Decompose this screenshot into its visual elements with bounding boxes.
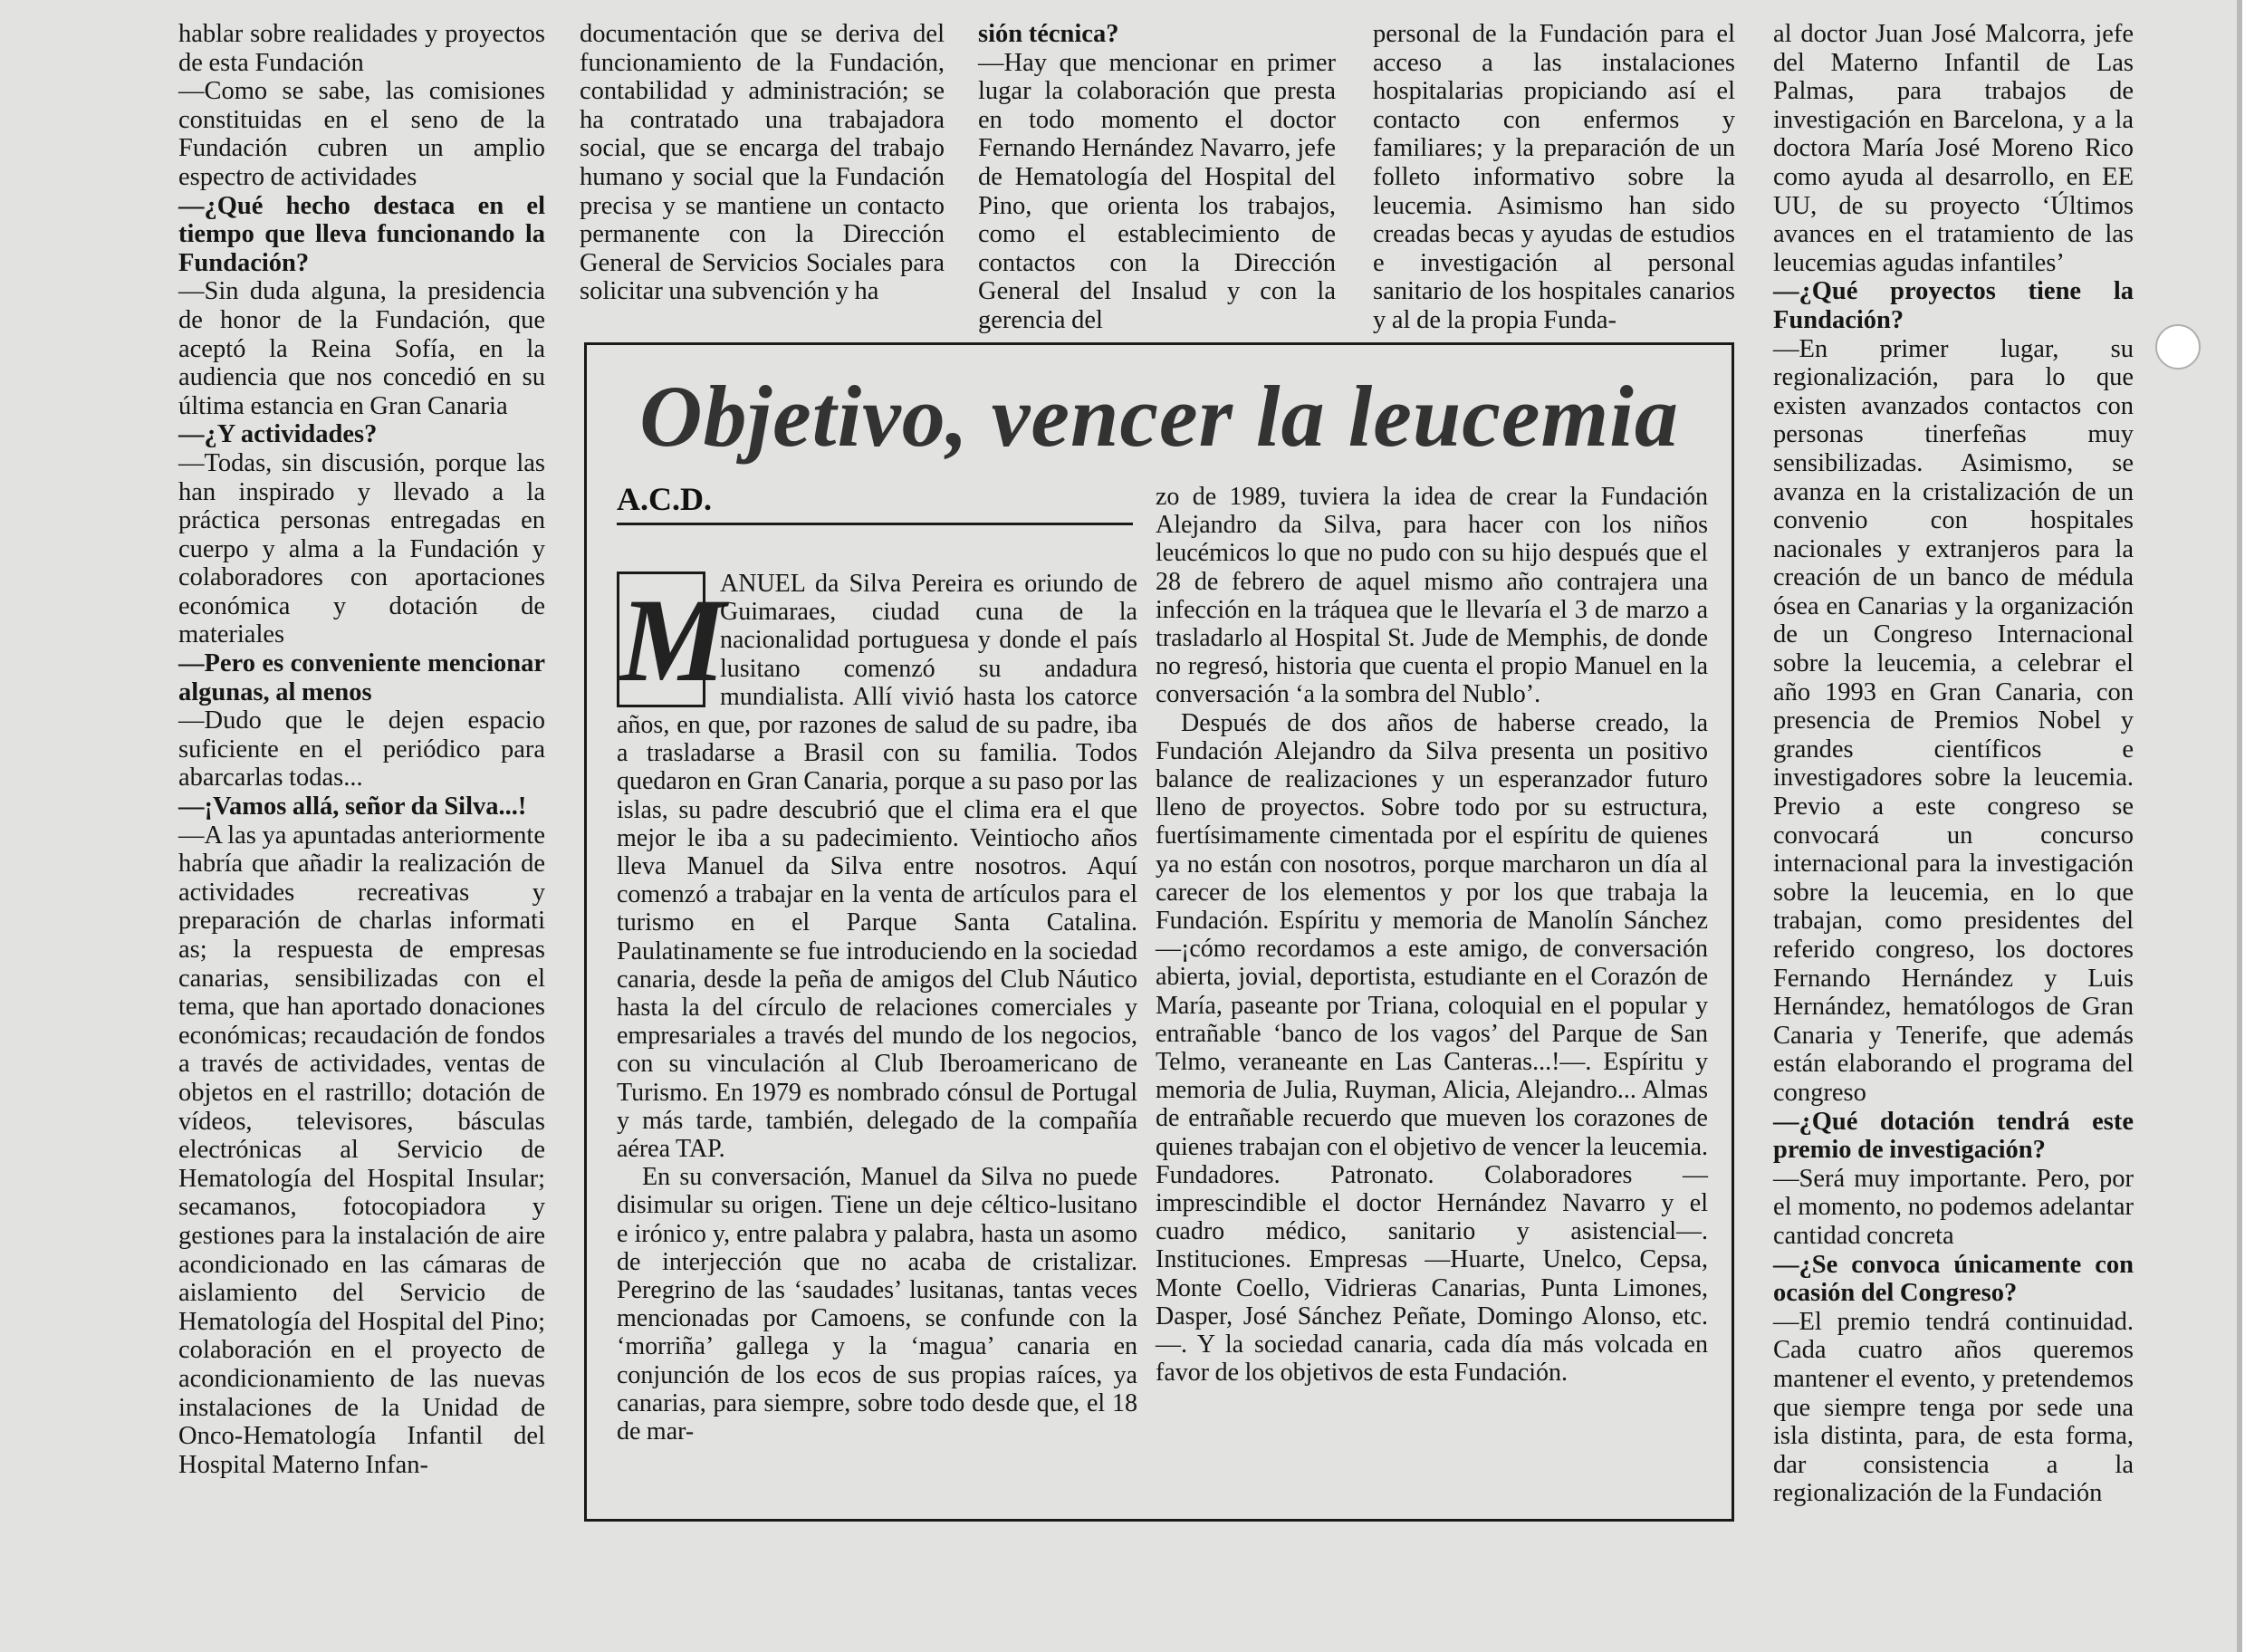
punch-hole [2155, 324, 2201, 370]
column-3-question: sión técnica? [978, 20, 1119, 48]
interview-question: —¿Qué hecho destaca en el tiempo que lleva funcionando la Fundación? [178, 191, 545, 277]
interview-answer: —A las ya apuntadas anteriormente habría que añadir la realización de actividades recreativas y preparación de charlas informati as; la respuesta de empresas canarias, sensibilizadas con el tema, que han aportado donaciones económicas; recaudación de fondos a través de actividades, ventas de objetos en el rastrillo; dotación de vídeos, televisores, básculas electrónicas al Servicio de Hematología del Hospital Insular; secamanos, fotocopiadora y gestiones para la instalación de aire acondicionado en las cámaras de aislamiento del Servicio de Hematología del Hospital del Pino; colaboración en el proyecto de acondicionamiento de las nuevas instalaciones de la Unidad de Onco-Hematología Infantil del Hospital Materno Infan- [178, 821, 545, 1479]
dropcap: M [617, 571, 705, 707]
column-5 [1773, 20, 2134, 1508]
article-paragraph [617, 570, 1137, 1163]
interview-answer: al doctor Juan José Malcorra, jefe del Materno Infantil de Las Palmas, para trabajos de investigación en Barcelona, y a la doctora María José Moreno Rico como ayuda al desarrollo, en EE UU, de su proyecto ‘Últimos avances en el tratamiento de las leucemias agudas infantiles’ [1773, 20, 2134, 277]
column-2 [580, 20, 945, 306]
interview-answer: —Sin duda alguna, la presidencia de honor de la Fundación, que aceptó la Reina Sofía, en la audiencia que nos concedió en su última estancia en Gran Canaria [178, 277, 545, 420]
article-paragraph-text: ANUEL da Silva Pereira es oriundo de Guimaraes, ciudad cuna de la nacionalidad portuguesa y donde el país lusitano comenzó su andadura mundialista. Allí vivió hasta los catorce años, en que, por razones de salud de su padre, iba a trasladarse a Brasil con su familia. Todos quedaron en Gran Canaria, porque a su paso por las islas, su padre descubrió que el clima era el que mejor le iba a su padecimiento. Veintiocho años lleva Manuel da Silva entre nosotros. Aquí comenzó a trabajar en la venta de artículos para el turismo en el Parque Santa Catalina. Paulatinamente se fue introduciendo en la sociedad canaria, desde la peña de amigos del Club Náutico hasta la del círculo de relaciones comerciales y empresariales a través del mundo de los negocios, con su vinculación al Club Iberoamericano de Turismo. En 1979 es nombrado cónsul de Portugal y más tarde, también, delegado de la compañía aérea TAP. [617, 570, 1137, 1164]
interview-question: —¿Y actividades? [178, 420, 378, 449]
headline: Objetivo, vencer la leucemia [639, 368, 1679, 465]
column-4-text: personal de la Fundación para el acceso a las instalaciones hospitalarias propiciando así el contacto con enfermos y familiares; y la preparación de un folleto informativo sobre la leucemia. Asimismo han sido creadas becas y ayudas de estudios e investigación al personal sanitario de los hospitales canarios y al de la propia Funda- [1373, 20, 1735, 334]
column-3 [978, 20, 1336, 335]
interview-question: —¿Qué dotación tendrá este premio de investigación? [1773, 1107, 2134, 1165]
page-edge [2237, 0, 2242, 1652]
interview-answer: —Como se sabe, las comisiones constituidas en el seno de la Fundación cubren un amplio espectro de actividades [178, 77, 545, 191]
article-column-1 [617, 570, 1137, 1446]
interview-question: —¡Vamos allá, señor da Silva...! [178, 792, 527, 821]
column-1 [178, 20, 545, 1479]
interview-answer: hablar sobre realidades y proyectos de esta Fundación [178, 20, 545, 77]
interview-question: —¿Qué proyectos tiene la Fundación? [1773, 277, 2134, 334]
column-4 [1373, 20, 1735, 335]
interview-answer: —En primer lugar, su regionalización, para lo que existen avanzados contactos con personas tinerfeñas muy sensibilizadas. Asimismo, se avanza en la cristalización de un convenio con hospitales nacionales y extranjeros para la creación de un banco de médula ósea en Canarias y la organización de un Congreso Internacional sobre la leucemia, a celebrar el año 1993 en Gran Canaria, con presencia de Premios Nobel y grandes científicos e investigadores sobre la leucemia. Previo a este congreso se convocará un concurso internacional para la investigación sobre la leucemia, en lo que trabajan, como presidentes del referido congreso, los doctores Fernando Hernández y Luis Hernández, hematólogos de Gran Canaria y Tenerife, que además están elaborando el programa del congreso [1773, 334, 2134, 1107]
interview-question: —¿Se convoca únicamente con ocasión del Congreso? [1773, 1250, 2134, 1308]
article-box [584, 342, 1734, 1522]
column-2-text: documentación que se deriva del funcionamiento de la Fundación, contabilidad y administración; se ha contratado una trabajadora social, que se encarga del trabajo humano y social que la Fundación precisa y se mantiene un contacto permanente con la Dirección General de Servicios Sociales para solicitar una subvención y ha [580, 20, 945, 306]
interview-answer: —Será muy importante. Pero, por el momento, no podemos adelantar cantidad concreta [1773, 1164, 2134, 1250]
interview-answer: —Dudo que le dejen espacio suficiente en el periódico para abarcarlas todas... [178, 706, 545, 792]
article-column-2 [1156, 483, 1708, 1388]
byline: A.C.D. [617, 481, 1133, 525]
interview-answer: —Todas, sin discusión, porque las han inspirado y llevado a la práctica personas entregadas en cuerpo y alma a la Fundación y colaboradores con aportaciones económica y dotación de materiales [178, 448, 545, 649]
article-paragraph: zo de 1989, tuviera la idea de crear la Fundación Alejandro da Silva, para hacer con los niños leucémicos lo que no pudo con su hijo después que el 28 de febrero de aquel mismo año contrajera una infección en la tráquea que le llevaría el 3 de marzo a trasladarlo al Hospital St. Jude de Memphis, de donde no regresó, historia que cuenta el propio Manuel en la conversación ‘a la sombra del Nublo’. [1156, 483, 1708, 709]
column-3-text: —Hay que mencionar en primer lugar la colaboración que presta en todo momento el doctor Fernando Hernández Navarro, jefe de Hematología del Hospital del Pino, que orienta los trabajos, como el establecimiento de contactos con la Dirección General del Insalud y con la gerencia del [978, 48, 1336, 334]
article-paragraph: Después de dos años de haberse creado, la Fundación Alejandro da Silva presenta un positivo balance de realizaciones y un esperanzador futuro lleno de proyectos. Sobre todo por su estructura, fuertísimamente cimentada por el espíritu de quienes ya no están con nosotros, porque marcharon un día al carecer de los elementos y por los que trabaja la Fundación. Espíritu y memoria de Manolín Sánchez —¡cómo recordamos a este amigo, de conversación abierta, jovial, deportista, estudiante en el Corazón de María, paseante por Triana, coloquial en el popular y entrañable ‘banco de los vagos’ del Parque de San Telmo, veraneante en Las Canteras...!—. Espíritu y memoria de Julia, Ruyman, Alicia, Alejandro... Almas de entrañable recuerdo que mueven los corazones de quienes trabajan con el objetivo de vencer la leucemia. Fundadores. Patronato. Colaboradores —imprescindible el doctor Hernández Navarro y el cuadro médico, sanitario y asistencial—. Instituciones. Empresas —Huarte, Unelco, Cepsa, Monte Coello, Vidrieras Canarias, Punta Limones, Dasper, José Sánchez Peñate, Domingo Alonso, etc.—. Y la sociedad canaria, cada día más volcada en favor de los objetivos de esta Fundación. [1156, 708, 1708, 1388]
interview-question: —Pero es conveniente mencionar algunas, al menos [178, 649, 545, 706]
interview-answer: —El premio tendrá continuidad. Cada cuatro años queremos mantener el evento, y pretendemos que siempre tenga por sede una isla distinta, para, de esta forma, dar consistencia a la regionalización de la Fundación [1773, 1307, 2134, 1508]
article-paragraph: En su conversación, Manuel da Silva no puede disimular su origen. Tiene un deje céltico-lusitano e irónico y, entre palabra y palabra, hasta un asomo de interjección que no acaba de cristalizar. Peregrino de las ‘saudades’ lusitanas, tantas veces mencionadas por Camoens, se confunde con la ‘morriña’ gallega y la ‘magua’ canaria en conjunción de los ecos de sus propias raíces, ya canarias, para siempre, sobre todo desde que, el 18 de mar- [617, 1163, 1137, 1446]
